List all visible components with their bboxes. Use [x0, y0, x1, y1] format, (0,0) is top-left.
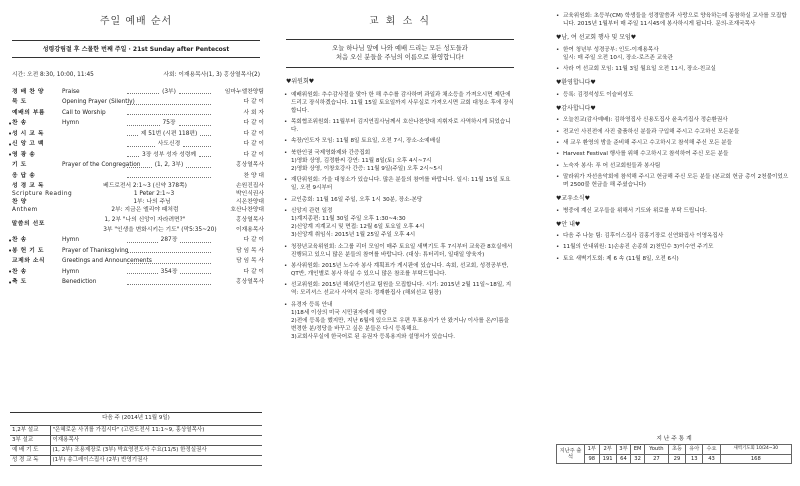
item-name-eng: Call to Worship — [62, 109, 106, 116]
bullet-mark: • — [8, 247, 13, 256]
anthem-song-1: 1부: 나의 주님 — [133, 198, 171, 205]
item-detail: 사도신경 — [157, 141, 181, 148]
announcement-text: 사라 여 선교회 모임: 11월 3일 월요일 오전 11시, 장소-친교실 — [563, 66, 716, 73]
thanks-list — [556, 116, 792, 189]
announcement-text: 노숙자 봉사: 푸 어 선교회원들과 봉사팀 — [563, 162, 661, 169]
dot-leader — [127, 270, 158, 274]
dot-leader — [127, 132, 138, 136]
announcements-title: 교 회 소 식 — [368, 16, 432, 27]
announcement-item — [284, 176, 516, 192]
item-name: 봉 헌 기 도 — [12, 247, 44, 254]
item-name: 영 광 송 — [12, 151, 36, 158]
item-detail-leader — [124, 260, 214, 264]
attendance-row-label: 지난주 출 석 — [557, 445, 585, 464]
anthem-choir-2: 호산나찬양대 — [230, 206, 264, 213]
item-name: 찬 송 — [12, 120, 27, 127]
item-leader: 다 같 이 — [243, 237, 264, 244]
announcement-item — [556, 150, 792, 158]
dot-leader — [127, 174, 211, 178]
duty-table — [10, 425, 262, 466]
announcement-text — [291, 149, 516, 173]
bullet-mark: • — [8, 236, 13, 245]
announcement-line: 2)영화 상영, 이창호강사 간증: 11월 9일(주일) 오후 2시~5시 — [291, 165, 443, 172]
mission-heading: ♥남, 여 선교회 행사 및 모임♥ — [556, 34, 637, 42]
announcement-item — [556, 139, 792, 147]
attendance-column-label: 2부 — [599, 445, 616, 455]
duty-heading: 다음 주 (2014년 11월 9일) — [10, 412, 262, 424]
duty-value: (1, 2부) 조용제장로 (3부) 박효영전도사 수요(11/5) 한정실권사 — [50, 445, 262, 455]
announcement-line: 3)교회사무실에 한국어로 된 유권자 등록용지와 설명서가 있습니다. — [291, 334, 456, 341]
sermon-title-1: 1, 2부 "나의 신앙이 자라려면?" — [104, 216, 186, 223]
bullet-mark: • — [556, 244, 560, 251]
bullet-mark: • — [556, 207, 560, 214]
dot-leader — [127, 111, 211, 115]
bullet-mark: • — [556, 13, 560, 19]
welcome-list — [556, 91, 792, 99]
bullet-mark: • — [284, 262, 288, 269]
attendance-value: 27 — [644, 454, 668, 464]
item-detail: (1, 2, 3부) — [154, 162, 184, 169]
bullet-mark: • — [284, 119, 288, 126]
announcement-item — [556, 207, 792, 215]
worship-item-row — [8, 119, 264, 130]
attendance-value: 64 — [616, 454, 631, 464]
attendance-header-row — [557, 445, 792, 455]
announcement-item — [284, 196, 516, 204]
committee-list — [284, 91, 516, 342]
dot-leader — [180, 239, 211, 243]
item-detail-leader — [124, 141, 214, 148]
anthem-song-2: 2부: 지금은 엘리야 때처럼 — [111, 206, 179, 213]
announcement-line: 1)계지종편: 11월 30일 주일 오후 1:30~4:30 — [291, 216, 406, 223]
dot-leader — [127, 90, 159, 94]
worship-row-sermon — [8, 214, 264, 236]
preacher-1: 홍상열목사 — [236, 216, 265, 223]
announcement-item — [284, 137, 516, 145]
bullet-mark: • — [284, 91, 288, 98]
worship-item-row — [8, 150, 264, 161]
bullet-mark: • — [8, 119, 13, 128]
bullet-mark: • — [556, 162, 560, 169]
bullet-mark: • — [8, 268, 13, 277]
item-detail: (3부) — [162, 88, 176, 95]
duty-label: 예 배 기 도 — [10, 445, 50, 455]
welcome-line-2: 처음 오신 분들을 주님의 이름으로 환영합니다! — [335, 54, 465, 62]
announcement-text: 전교인 사진전에 사진 출품하신 분들과 구입해 주시고 수고하신 모든분들 — [563, 128, 740, 135]
attendance-value: 43 — [703, 454, 720, 464]
dot-leader — [127, 164, 152, 168]
attendance-value: 98 — [585, 454, 600, 464]
item-name: 신 앙 고 백 — [12, 141, 44, 148]
attendance-column-label: EM — [631, 445, 645, 455]
announcement-line: 한여 청년부 성경공부: 인도-이재용목사 — [563, 46, 659, 53]
item-detail-leader — [124, 89, 214, 96]
worship-row-scripture — [8, 182, 264, 198]
service-time: 시간: 오전 8:30, 10:00, 11:45 — [12, 72, 94, 78]
announcements-column — [284, 16, 516, 345]
item-name-eng: Greetings and Announcements — [62, 258, 152, 265]
bullet-mark: • — [556, 46, 560, 53]
worship-order-column — [8, 16, 264, 288]
anthem-kor: 찬 양 — [12, 198, 27, 205]
announcement-text: 등록: 김정석성도 이슬비성도 — [563, 91, 634, 98]
announcement-text: Harvest Festival 행사를 위해 수고하시고 참석하여 주신 모든 분들 — [563, 151, 729, 158]
duty-row — [10, 445, 262, 455]
dot-leader — [127, 143, 155, 147]
item-name: 찬 송 — [12, 237, 27, 244]
announcement-line: 1)영화 상영, 김정환씨 강연: 11월 8일(토) 오후 4시~7시 — [291, 157, 432, 164]
sermon-kor: 말씀의 선포 — [11, 221, 45, 228]
dot-leader — [180, 270, 211, 274]
mission-list — [556, 46, 792, 74]
worship-title: 주일 예배 순서 — [99, 16, 173, 27]
bullet-mark: • — [284, 282, 288, 289]
announcement-line: 신앙지 관련 일정 — [291, 207, 333, 214]
announcement-text: 토요 새벽기도회: 제 6 속 (11월 8일, 오전 6시) — [563, 255, 679, 262]
duty-value: "은혜로운 사귀를 가집시다" (고린도전서 11:1~9, 홍상열목사) — [50, 425, 262, 435]
item-name-eng: Prayer of the Congregation — [62, 162, 141, 169]
duty-row — [10, 435, 262, 445]
notice-heading: ♥안 내♥ — [556, 220, 581, 228]
announcement-line: 1)18세 이상의 미국 시민권자에게 해당 — [291, 309, 387, 316]
bullet-mark: • — [8, 140, 13, 149]
announcement-text: 말라위가 자선음악회에 참석해 주시고 헌금해 주신 모든 분들 (본교회 헌금 총이 2천불이었으며 2500불 헌금을 해 주셨습니다) — [563, 173, 789, 188]
item-detail-leader — [124, 152, 214, 159]
attendance-value: 29 — [668, 454, 685, 464]
announcement-line: 2)전에 등록을 했지만, 지난 6월에 있으므로 우편 투표용지가 안 왔거나/ 이사를 온/이름을 변경한 분/정당을 바꾸고 싶은 분들은 다시 등록해요. — [291, 318, 510, 333]
worship-info — [12, 72, 260, 79]
dot-leader — [127, 239, 158, 243]
anthem-eng: Anthem — [12, 206, 38, 213]
item-detail-leader — [124, 111, 214, 115]
worship-item-row — [8, 246, 264, 257]
announcements-continued-column — [556, 12, 792, 266]
item-leader: 다 같 이 — [243, 120, 264, 127]
worship-row-anthem — [8, 198, 264, 214]
announcement-text: 목회협조위원회: 11월부터 김지연집사님께서 호산나찬양대 지휘자로 사역하시게 되었습니다. — [291, 119, 511, 134]
item-name: 교제와 소식 — [12, 258, 46, 265]
bullet-mark: • — [284, 149, 288, 156]
dot-leader — [127, 153, 139, 157]
preacher-2: 이재용목사 — [236, 226, 265, 233]
attendance-value: 191 — [599, 454, 616, 464]
attendance-value: 13 — [686, 454, 703, 464]
item-name: 찬 송 — [12, 268, 27, 275]
item-name: 경 배 찬 양 — [12, 88, 44, 95]
bullet-mark: • — [8, 278, 13, 287]
announcement-text: 예배위원회: 추수감사절을 맞아 한 해 추수를 감사하며 과일과 채소등을 가져오시면 제단에 드리고 장식하겠습니다. 11월 15일 토요일까지 사무실로 가져오시면 교회 대청소 후에 장식합니다. — [291, 91, 514, 114]
dot-leader — [127, 122, 160, 126]
dot-leader — [200, 132, 211, 136]
anthem-choir-1: 시온찬양대 — [236, 198, 264, 205]
bullet-mark: • — [284, 243, 288, 250]
worship-item-row — [8, 257, 264, 268]
item-name: 예배의 부름 — [12, 109, 46, 116]
announcement-item — [284, 91, 516, 115]
bullet-mark: • — [556, 117, 560, 124]
duty-value: 이재용목사 — [50, 435, 262, 445]
duty-row — [10, 455, 262, 465]
scripture-eng: Scripture Reading — [12, 190, 73, 197]
item-name-eng: Benediction — [62, 279, 97, 286]
worship-item-row — [8, 267, 264, 278]
item-detail: 3장 성부 성자 성령께 — [142, 151, 197, 158]
item-leader: 담 임 목 사 — [236, 247, 264, 254]
scripture-reader-2: 박인식권사 — [236, 190, 264, 197]
announcement-item — [284, 281, 516, 297]
worship-list — [8, 87, 264, 182]
bullet-mark: • — [556, 139, 560, 146]
duty-label: 성 경 교 독 — [10, 455, 50, 465]
item-leader: 사 회 자 — [243, 109, 264, 116]
item-detail-leader — [124, 162, 214, 169]
announcement-line: 2)신앙계 지계교시 및 면접: 12월 6일 토요일 오후 4시 — [291, 224, 425, 231]
worship-list-closing — [8, 236, 264, 289]
item-leader: 홍상열목사 — [236, 162, 264, 169]
item-leader: 담 임 목 사 — [236, 258, 264, 265]
announcement-text: 새 교우 환영의 밤을 준비해 주시고 수고하시고 참석해 주신 모든 분들 — [563, 139, 733, 146]
dot-leader — [127, 281, 211, 285]
dot-leader — [127, 101, 211, 105]
dot-leader — [186, 164, 211, 168]
bullet-mark: • — [284, 301, 288, 308]
announcement-text: 교인총회: 11월 16일 주일, 오후 1시 30분, 장소-본당 — [291, 196, 423, 203]
announcement-item — [556, 91, 792, 99]
notice-list — [556, 232, 792, 263]
item-leader: 임마누엘찬양팀 — [224, 88, 264, 95]
announcement-item — [556, 162, 792, 170]
announcement-text: 청장년교육위원회: 소그룹 리더 모임이 매주 토요일 새벽기도 후 7시부터 교육관 8호실에서 진행되고 있으니 많은 분들의 참여를 바랍니다. (대상: 튜터리더, 일대일 양육자) — [291, 243, 513, 258]
worship-item-row — [8, 98, 264, 109]
item-leader: 다 같 이 — [243, 268, 264, 275]
scripture-ref-eng: 1 Peter 2:1~3 — [133, 190, 175, 197]
announcement-text: 오늘친교(감사예배): 김하영집사 신용도집사 윤옥기집사 정순환권사 — [563, 117, 728, 124]
bullet-mark: • — [8, 130, 13, 139]
announcement-item — [556, 46, 792, 62]
worship-item-row — [8, 108, 264, 119]
announcement-item — [284, 243, 516, 259]
education-committee-list — [556, 12, 792, 28]
worship-subtitle: 성령강림절 후 스물한 번째 주일 · 21st Sunday after Pentecost — [12, 40, 260, 59]
announcement-item — [284, 207, 516, 239]
item-detail-leader — [124, 120, 214, 127]
announcement-text: 다음 주 나눔 팀: 김후이스집사 김홍기장로 신연화집사 이영옥집사 — [563, 233, 724, 240]
announcement-item — [556, 255, 792, 263]
item-leader: 찬 양 대 — [243, 172, 264, 179]
bullet-mark: • — [556, 151, 560, 158]
item-detail: 75장 — [162, 120, 176, 127]
bullet-mark: • — [556, 233, 560, 240]
attendance-column-label: 초등 — [668, 445, 685, 455]
dot-leader — [179, 122, 212, 126]
welcome-line-1: 오늘 하나님 앞에 나와 예배 드리는 모든 성도들과 — [332, 44, 468, 52]
bullet-mark: • — [8, 151, 13, 160]
dot-leader — [199, 153, 211, 157]
item-name-eng: Hymn — [62, 237, 80, 244]
item-leader: 다 같 이 — [243, 130, 264, 137]
bullet-mark: • — [284, 138, 288, 145]
attendance-column-label: 유아 — [686, 445, 703, 455]
item-detail-leader — [124, 101, 214, 105]
scripture-reader-1: 손원진집사 — [236, 182, 264, 189]
item-detail-leader — [124, 281, 214, 285]
announcement-text: 선교위원회: 2015년 해외단기선교 팀원을 모집합니다. 시기: 2015년 2월 11일~18일, 지역: 모리셔스 선교사 사역지 문의: 정재환집사 (해외선교 팀장) — [291, 282, 512, 297]
announcement-item — [284, 149, 516, 173]
item-name-eng: Hymn — [62, 120, 80, 127]
attendance-column-label: 새벽기도회 10/24~30 — [720, 445, 791, 455]
worship-item-row — [8, 140, 264, 151]
announcement-line: 유경자 등록 안내 — [291, 301, 333, 308]
worship-item-row — [8, 161, 264, 172]
item-detail-leader — [124, 131, 214, 138]
announcement-text: 교육위원회: 초등부(CM) 학생들을 성경말씀과 사랑으로 양육하는데 동참하실 교사를 모집합니다. 2015년 1월부터 매 주일 11시45에 봉사하시게 됩니다. 문의-조재국목사 — [563, 13, 787, 28]
bullet-mark: • — [556, 66, 560, 73]
item-leader: 다 같 이 — [243, 141, 264, 148]
bullet-mark: • — [556, 173, 560, 180]
announcement-item — [556, 128, 792, 136]
announcement-line: 일시: 매 주일 오전 10시, 장소-로즈존 교육관 — [563, 54, 673, 61]
announcement-item — [556, 65, 792, 73]
announcement-text: 봉사위원회: 2015년 노수자 봉사 계획표가 게시판에 있습니다. 속회, 선교회, 성경공부반, QT반, 개인별로 봉사 하실 수 있으니 많은 참조를 부탁드립니다. — [291, 262, 509, 278]
attendance-stats — [556, 436, 792, 464]
attendance-column-label: 1부 — [585, 445, 600, 455]
bullet-mark: • — [556, 91, 560, 98]
item-detail-leader — [124, 174, 214, 178]
item-name-eng: Praise — [62, 88, 80, 95]
item-detail: 287장 — [160, 237, 178, 244]
worship-item-row — [8, 278, 264, 289]
thanks-heading: ♥감사합니다♥ — [556, 104, 596, 112]
worship-item-row — [8, 171, 264, 182]
bullet-mark: • — [556, 128, 560, 135]
announcement-text: 재단위원회: 가을 대청소가 있습니다. 많은 분들의 참여를 바랍니다. 일시: 11월 15일 토요일, 오전 9시부터 — [291, 177, 511, 192]
attendance-table — [556, 444, 792, 464]
prayer-list — [556, 207, 792, 215]
worship-item-row — [8, 87, 264, 98]
dot-leader — [183, 143, 211, 147]
announcement-text — [291, 301, 516, 342]
item-name: 성 시 교 독 — [12, 130, 44, 137]
prayer-heading: ♥교우소식♥ — [556, 195, 590, 203]
next-week-duty — [10, 412, 262, 466]
duty-label: 3부 설교 — [10, 435, 50, 445]
attendance-column-label: 3부 — [616, 445, 631, 455]
bullet-mark: • — [284, 196, 288, 203]
scripture-kor: 성 경 교 독 — [12, 182, 44, 189]
attendance-heading: 지 난 주 통 계 — [656, 436, 692, 442]
item-name: 기 도 — [12, 162, 27, 169]
sermon-title-2: 3부 "인생을 변화시키는 기도" (막5:35~20) — [103, 226, 217, 233]
scripture-ref: 베드로전서 2:1~3 (신약 378쪽) — [103, 182, 187, 189]
bullet-mark: • — [284, 207, 288, 214]
item-name-eng: Hymn — [62, 268, 80, 275]
dot-leader — [127, 260, 211, 264]
announcement-item — [284, 262, 516, 278]
dot-leader — [127, 249, 211, 253]
announcement-item — [556, 116, 792, 124]
announcement-item — [284, 118, 516, 134]
attendance-value: 32 — [631, 454, 645, 464]
attendance-value-row — [557, 454, 792, 464]
dot-leader — [179, 90, 211, 94]
bullet-mark: • — [284, 177, 288, 184]
item-name: 축 도 — [12, 279, 27, 286]
worship-item-row — [8, 129, 264, 140]
announcement-text — [563, 46, 792, 62]
committee-heading: ♥위원회♥ — [286, 78, 315, 85]
item-leader: 다 같 이 — [243, 151, 264, 158]
announcement-text: 11월의 안내위원: 1)손송진 손종희 2)천민수 3)이수연 주기모 — [563, 244, 714, 251]
duty-value: (1부) 송그레이스집사 (2부) 반영기권사 — [50, 455, 262, 465]
announcement-item — [556, 12, 792, 28]
announcement-text — [291, 207, 516, 239]
attendance-column-label: Youth — [644, 445, 668, 455]
duty-row — [10, 425, 262, 435]
bullet-mark: • — [556, 255, 560, 262]
item-name: 묵 도 — [12, 99, 27, 106]
announcement-text: 병중에 계신 교우들을 위해서 기도와 위로를 부탁 드립니다. — [563, 207, 707, 214]
item-detail: 354장 — [160, 268, 178, 275]
announcement-text: 속장/인도자 모임: 11월 8일 토요일, 오전 7시, 장소-소예배실 — [291, 138, 441, 145]
welcome-banner — [286, 39, 514, 69]
announcement-line: 3)신앙계 취임식: 2015년 1월 25일 주일 오후 4시 — [291, 232, 416, 239]
duty-label: 1,2부 설교 — [10, 425, 50, 435]
announcement-item — [284, 301, 516, 342]
item-detail-leader — [124, 237, 214, 244]
welcome-heading: ♥환영합니다♥ — [556, 79, 596, 87]
service-leader: 사회: 이재용목사(1, 3) 홍상열목사(2) — [163, 72, 260, 78]
item-leader: 홍상열목사 — [236, 279, 264, 286]
item-detail-leader — [124, 269, 214, 276]
worship-item-row — [8, 236, 264, 247]
announcement-line: 북한인권 국제영화제와 간증집회 — [291, 149, 371, 156]
item-leader: 다 같 이 — [243, 99, 264, 106]
announcement-item — [556, 232, 792, 240]
announcement-item — [556, 173, 792, 189]
item-name: 응 답 송 — [12, 172, 36, 179]
item-name-eng: Opening Prayer (Silently) — [62, 99, 135, 106]
item-name-eng: Prayer of Thanksgiving — [62, 247, 129, 254]
item-detail: 제 51번 (시편 118편) — [140, 130, 198, 137]
attendance-value: 168 — [720, 454, 791, 464]
item-detail-leader — [124, 249, 214, 253]
attendance-column-label: 수요 — [703, 445, 720, 455]
announcement-item — [556, 243, 792, 251]
